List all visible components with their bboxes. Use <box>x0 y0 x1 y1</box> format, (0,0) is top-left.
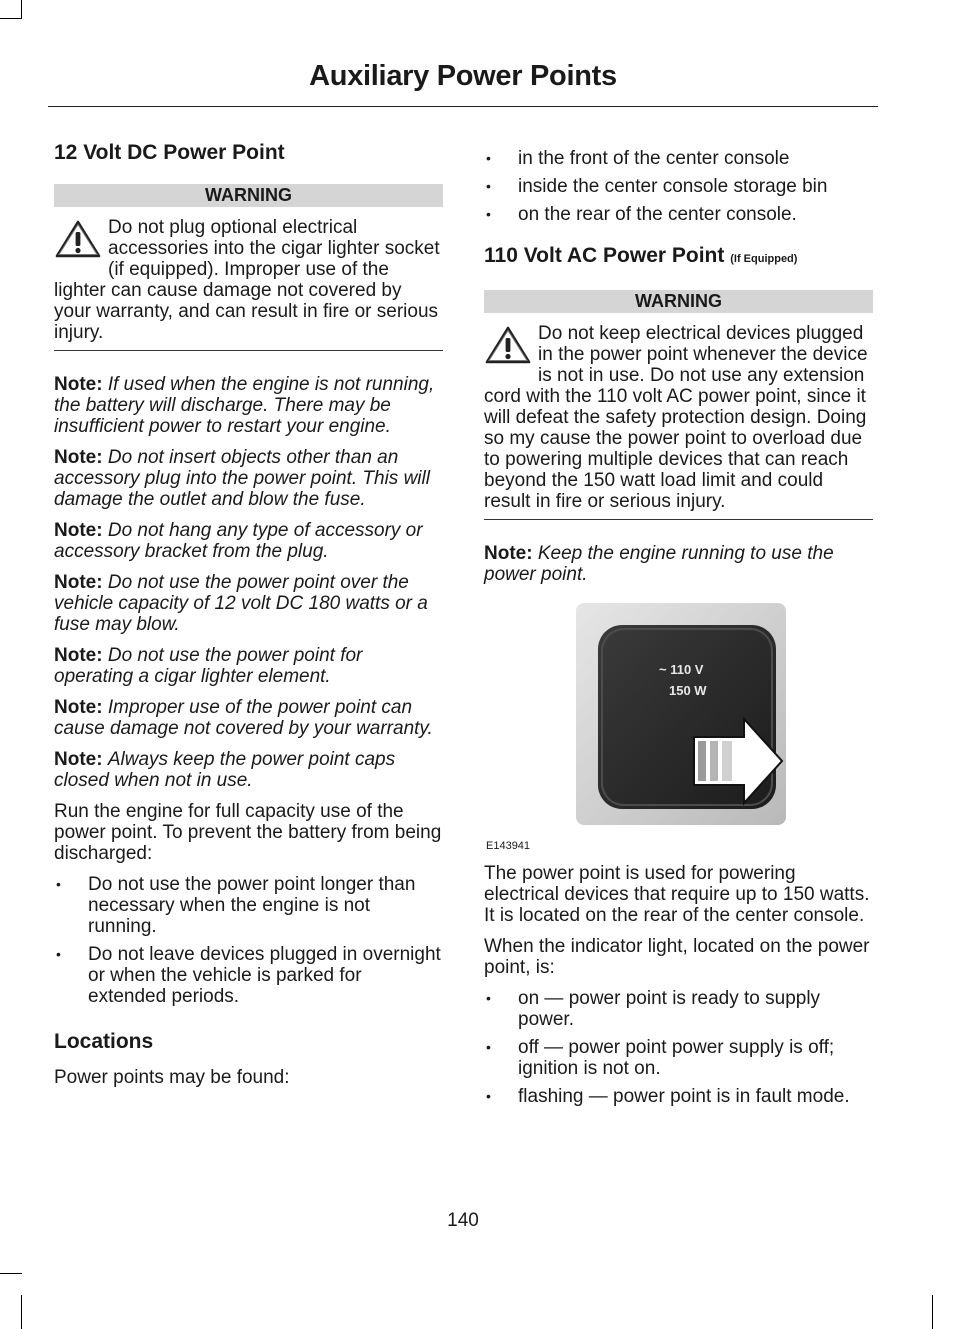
crop-mark <box>0 1273 22 1274</box>
note-label: Note: <box>54 572 103 593</box>
note-label: Note: <box>54 520 103 541</box>
voltage-label: ~ 110 V <box>659 662 704 677</box>
title-divider <box>48 106 878 107</box>
list-item: • in the front of the center console <box>484 148 873 169</box>
locations-text: Power points may be found: <box>54 1067 290 1088</box>
section-heading-locations: Locations <box>54 1030 154 1053</box>
warning-box <box>484 313 873 520</box>
note-item <box>484 543 873 585</box>
run-engine-paragraph: Run the engine for full capacity use of the power point. To prevent the battery from being discharged: <box>54 801 442 864</box>
battery-bullet-list <box>54 874 443 1007</box>
note-item <box>54 697 443 739</box>
note-text: Keep the engine running to use the power point. <box>484 543 834 585</box>
page-title: Auxiliary Power Points <box>309 60 617 92</box>
location-bullet-list <box>484 148 873 225</box>
warning-box <box>54 207 443 351</box>
note-item <box>54 374 443 437</box>
warning-banner: WARNING <box>54 184 443 207</box>
list-item: • Do not use the power point longer than necessary when the engine is not running. <box>54 874 443 937</box>
note-text: Do not hang any type of accessory or accessory bracket from the plug. <box>54 520 423 562</box>
warning-triangle-icon <box>484 325 532 365</box>
note-label: Note: <box>54 645 103 666</box>
note-item <box>54 520 443 562</box>
indicator-bullet-list <box>484 988 873 1107</box>
note-item <box>54 645 443 687</box>
power-point-figure <box>484 603 873 853</box>
note-text: Improper use of the power point can cause damage not covered by your warranty. <box>54 697 433 739</box>
crop-mark <box>932 1295 933 1329</box>
note-text: If used when the engine is not running, the battery will discharge. There may be insufficient power to restart your engine. <box>54 374 435 437</box>
note-label: Note: <box>54 697 103 718</box>
section-heading-110v <box>484 243 873 272</box>
warning-triangle-icon <box>54 219 102 259</box>
figure-code: E143941 <box>486 840 531 852</box>
indicator-paragraph: When the indicator light, located on the power point, is: <box>484 936 870 978</box>
note-item <box>54 447 443 510</box>
list-item: • on the rear of the center console. <box>484 204 873 225</box>
crop-mark <box>0 18 22 19</box>
warning-text: Do not plug optional electrical accessories into the cigar lighter socket (if equipped). Improper use of the lighter can cause damage not covered by your warranty, and can result in fire or serious injury. <box>54 217 440 343</box>
power-point-illustration <box>576 603 786 825</box>
description-paragraph: The power point is used for powering electrical devices that require up to 150 watts. It is located on the rear of the center console. <box>484 863 870 926</box>
list-item: • Do not leave devices plugged in overnight or when the vehicle is parked for extended periods. <box>54 944 443 1007</box>
note-text: Always keep the power point caps closed when not in use. <box>54 749 396 791</box>
note-text: Do not use the power point over the vehicle capacity of 12 volt DC 180 watts or a fuse may blow. <box>54 572 428 635</box>
note-item <box>54 749 443 791</box>
right-column <box>484 148 873 1117</box>
list-item: • on — power point is ready to supply power. <box>484 988 873 1030</box>
warning-text: Do not keep electrical devices plugged in the power point whenever the device is not in use. Do not use any extension cord with the 110 volt AC power point, since it will defeat the safety protection design. Doing so my cause the power point to overload due to powering multiple devices that can reach beyond the 150 watt load limit and could result in fire or serious injury. <box>484 323 868 512</box>
list-item: • inside the center console storage bin <box>484 176 873 197</box>
wattage-label: 150 W <box>669 683 707 698</box>
note-label: Note: <box>54 447 103 468</box>
note-text: Do not use the power point for operating a cigar lighter element. <box>54 645 363 687</box>
crop-mark <box>21 0 22 18</box>
list-item: • off — power point power supply is off; ignition is not on. <box>484 1037 873 1079</box>
section-heading-12v: 12 Volt DC Power Point <box>54 141 285 164</box>
warning-banner: WARNING <box>484 290 873 313</box>
note-label: Note: <box>54 749 103 770</box>
page-number: 140 <box>447 1210 479 1231</box>
note-text: Do not insert objects other than an accessory plug into the power point. This will damage the outlet and blow the fuse. <box>54 447 430 510</box>
note-item <box>54 572 443 635</box>
list-item: • flashing — power point is in fault mode. <box>484 1086 873 1107</box>
if-equipped-label: (If Equipped) <box>730 253 798 265</box>
note-label: Note: <box>54 374 103 395</box>
note-label: Note: <box>484 543 533 564</box>
left-column <box>54 140 443 1098</box>
section-heading-110v-text: 110 Volt AC Power Point <box>484 244 725 267</box>
crop-mark <box>21 1295 22 1329</box>
